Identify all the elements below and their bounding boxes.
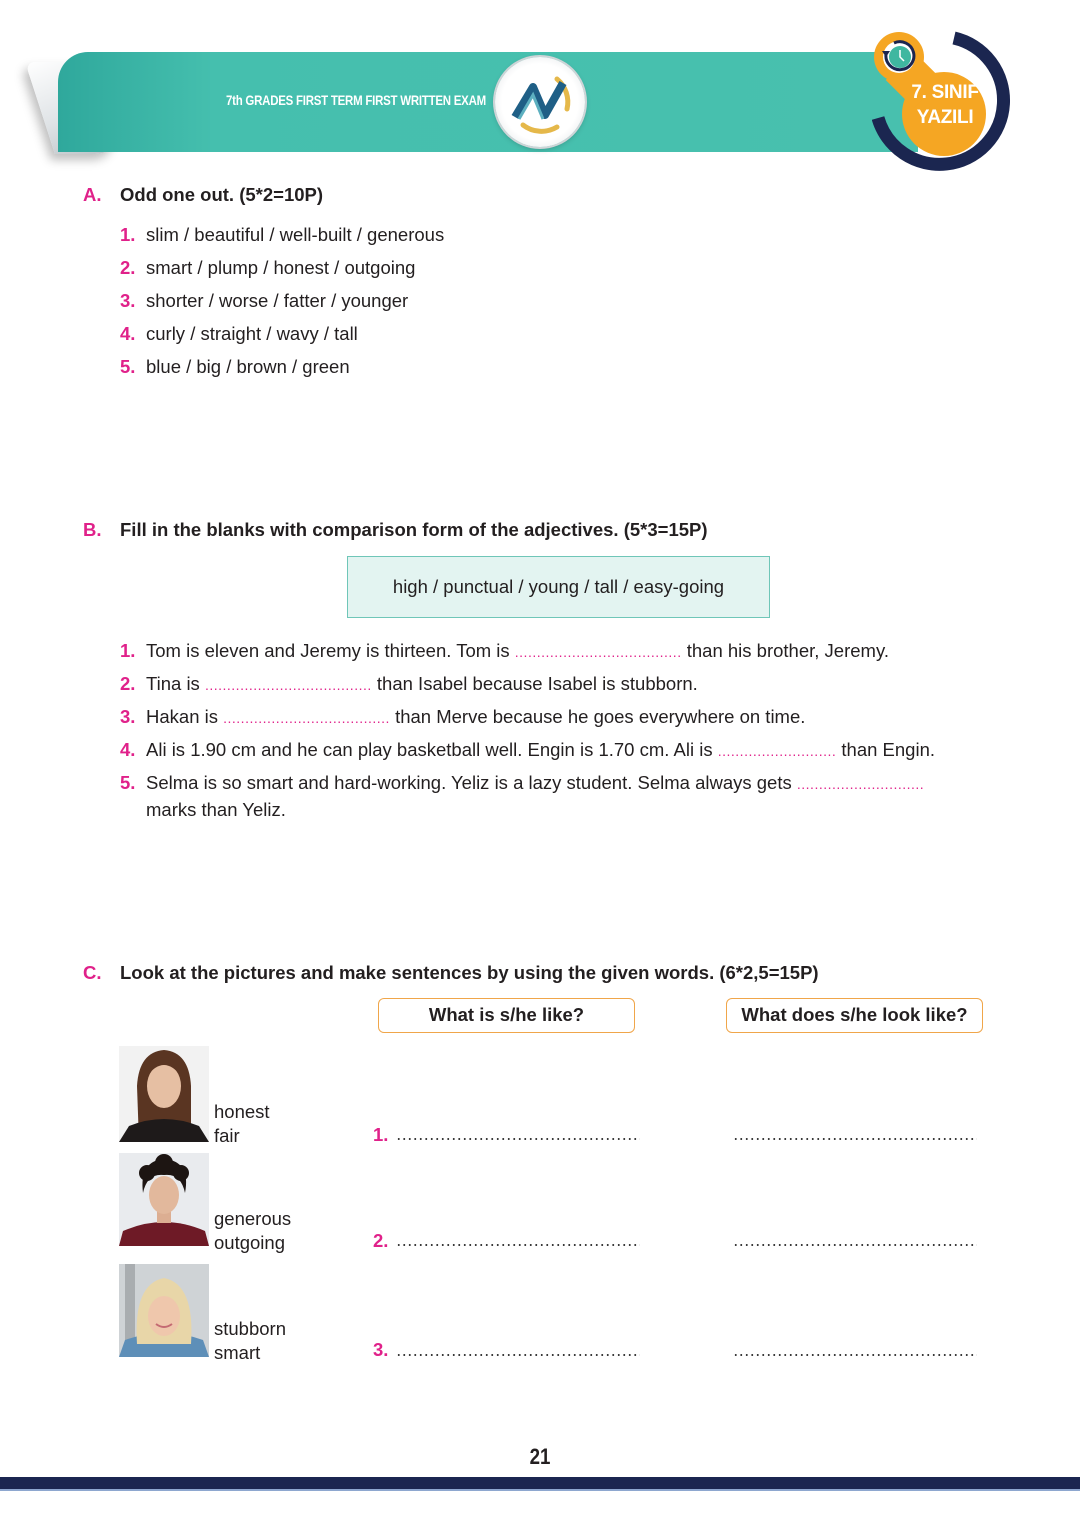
answer-blank[interactable]: ............................. — [796, 776, 925, 792]
item-text: than Isabel because Isabel is stubborn. — [371, 673, 698, 694]
item-number: 2. — [120, 257, 136, 278]
answer-blank[interactable]: ........................... — [717, 743, 837, 759]
item-text: blue / big / brown / green — [146, 356, 350, 377]
column-header-personality: What is s/he like? — [378, 998, 635, 1033]
given-word: generous — [214, 1208, 292, 1229]
item-text: than Engin. — [836, 739, 936, 760]
badge-label — [905, 80, 985, 130]
item-number: 5. — [120, 772, 136, 793]
item-number: 5. — [120, 356, 136, 377]
item-text: smart / plump / honest / outgoing — [146, 257, 416, 278]
item-text: shorter / worse / fatter / younger — [146, 290, 409, 311]
given-word: outgoing — [214, 1231, 285, 1253]
person-words — [214, 1207, 291, 1254]
exam-title: 7th GRADES FIRST TERM FIRST WRITTEN EXAM — [226, 92, 486, 108]
answer-number: 2. — [373, 1230, 389, 1251]
list-item — [120, 290, 444, 323]
item-number: 3. — [120, 290, 136, 311]
logo-icon — [495, 57, 585, 147]
section-letter: B. — [83, 519, 102, 540]
section-a-heading — [83, 184, 323, 206]
given-word: fair — [214, 1124, 240, 1146]
section-c-heading — [83, 962, 819, 984]
answer-line-appearance[interactable] — [733, 1354, 977, 1356]
item-text: Tom is eleven and Jeremy is thirteen. Tom is — [146, 640, 515, 661]
item-number: 1. — [120, 640, 136, 661]
section-a-list — [120, 224, 444, 389]
item-text: Selma is so smart and hard-working. Yeliz is a lazy student. Selma always gets — [146, 772, 797, 793]
item-text: than his brother, Jeremy. — [681, 640, 889, 661]
item-text: than Merve because he goes everywhere on time. — [389, 706, 806, 727]
answer-number: 1. — [373, 1124, 389, 1145]
section-title: Look at the pictures and make sentences by using the given words. (6*2,5=15P) — [120, 962, 819, 983]
photo-man-curly-hair — [119, 1153, 209, 1246]
section-title: Odd one out. (5*2=10P) — [120, 184, 324, 205]
given-word: stubborn — [214, 1318, 286, 1339]
list-item — [120, 356, 444, 389]
person-words — [214, 1317, 286, 1364]
word-bank-box: high / punctual / young / tall / easy-going — [347, 556, 770, 618]
fill-blank-item — [120, 706, 1020, 739]
item-text: curly / straight / wavy / tall — [146, 323, 358, 344]
item-continuation: marks than Yeliz. — [146, 799, 286, 820]
item-number: 1. — [120, 224, 136, 245]
list-item — [120, 257, 444, 290]
answer-blank[interactable]: ...................................... — [204, 677, 372, 693]
footer-bar — [0, 1477, 1080, 1491]
fill-blank-item — [120, 640, 1020, 673]
column-header-appearance: What does s/he look like? — [726, 998, 983, 1033]
section-title: Fill in the blanks with comparison form of the adjectives. (5*3=15P) — [120, 519, 708, 540]
answer-line-appearance[interactable] — [733, 1138, 977, 1140]
section-b-list — [120, 640, 1020, 832]
photo-woman-brown-hair — [119, 1046, 209, 1142]
header-banner — [58, 52, 918, 152]
item-number: 3. — [120, 706, 136, 727]
answer-line-personality[interactable] — [396, 1138, 640, 1140]
given-word: smart — [214, 1341, 261, 1363]
page-number: 21 — [529, 1444, 551, 1469]
fill-blank-item — [120, 673, 1020, 706]
section-letter: A. — [83, 184, 102, 205]
badge-line1: 7. SINIF — [911, 82, 979, 103]
publisher-logo — [495, 57, 585, 147]
answer-number: 3. — [373, 1339, 389, 1360]
answer-line-personality[interactable] — [396, 1354, 640, 1356]
item-number: 4. — [120, 739, 136, 760]
person-words — [214, 1100, 270, 1147]
item-text: slim / beautiful / well-built / generous — [146, 224, 445, 245]
item-number: 2. — [120, 673, 136, 694]
answer-blank[interactable]: ...................................... — [223, 710, 390, 726]
item-number: 4. — [120, 323, 136, 344]
list-item — [120, 224, 444, 257]
section-letter: C. — [83, 962, 102, 983]
answer-line-appearance[interactable] — [733, 1244, 977, 1246]
section-b-heading — [83, 519, 708, 541]
given-word: honest — [214, 1101, 270, 1122]
item-text: Hakan is — [146, 706, 224, 727]
list-item — [120, 323, 444, 356]
item-text: Ali is 1.90 cm and he can play basketball well. Engin is 1.70 cm. Ali is — [146, 739, 718, 760]
answer-line-personality[interactable] — [396, 1244, 640, 1246]
answer-blank[interactable]: ...................................... — [514, 644, 682, 660]
fill-blank-item — [120, 739, 1020, 772]
item-text: Tina is — [146, 673, 205, 694]
badge-line2: YAZILI — [916, 107, 974, 128]
fill-blank-item — [120, 772, 1020, 799]
photo-woman-blonde-hair — [119, 1264, 209, 1357]
